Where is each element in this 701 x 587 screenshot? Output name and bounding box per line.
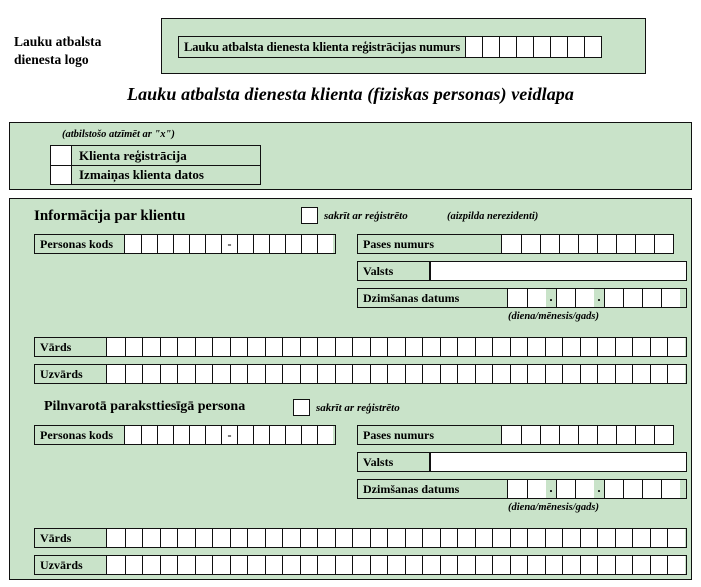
name-cell[interactable] — [597, 338, 615, 356]
label-surname-client: Uzvārds — [35, 365, 107, 383]
form-title: Lauku atbalsta dienesta klienta (fiziskas personas) veidlapa — [126, 84, 575, 104]
label-country-authorized: Valsts — [358, 453, 430, 471]
surname-cell[interactable] — [545, 556, 563, 574]
cells-name-authorized[interactable] — [107, 529, 685, 547]
surname-cell[interactable] — [265, 556, 283, 574]
birthdate-day-cell[interactable] — [527, 289, 546, 307]
cells-personal-code-client[interactable] — [125, 235, 333, 253]
cells-surname-authorized[interactable] — [107, 556, 685, 574]
birthdate-separator: . — [594, 480, 604, 498]
name-cell[interactable] — [615, 529, 633, 547]
surname-cell[interactable] — [597, 556, 615, 574]
name-cell[interactable] — [265, 338, 283, 356]
surname-cell[interactable] — [230, 365, 248, 383]
surname-cell[interactable] — [195, 365, 213, 383]
name-cell[interactable] — [405, 529, 423, 547]
surname-cell[interactable] — [230, 556, 248, 574]
hint-birthdate-format-client: (diena/mēnesis/gads) — [508, 311, 599, 322]
surname-cell[interactable] — [492, 365, 510, 383]
surname-cell[interactable] — [125, 365, 143, 383]
personal-code-cell[interactable] — [301, 426, 317, 444]
field-personal-code-authorized[interactable] — [34, 425, 336, 445]
note-nonresidents: (aizpilda nerezidenti) — [447, 211, 539, 222]
name-cell[interactable] — [300, 338, 318, 356]
request-type-option-registration[interactable] — [51, 146, 260, 165]
birthdate-day-cell[interactable] — [508, 289, 527, 307]
personal-code-cell[interactable] — [173, 426, 189, 444]
field-personal-code-client[interactable] — [34, 234, 336, 254]
name-cell[interactable] — [125, 529, 143, 547]
registration-number-cell[interactable] — [584, 37, 601, 57]
name-cell[interactable] — [160, 529, 178, 547]
checkbox-label-izmainas-klienta-datos: Izmaiņas klienta datos — [72, 166, 260, 184]
name-cell[interactable] — [440, 529, 458, 547]
birthdate-day-cell[interactable] — [527, 480, 546, 498]
surname-cell[interactable] — [597, 365, 615, 383]
surname-cell[interactable] — [492, 556, 510, 574]
name-cell[interactable] — [125, 338, 143, 356]
surname-cell[interactable] — [650, 365, 668, 383]
personal-code-cell[interactable] — [269, 235, 285, 253]
registration-number-cell[interactable] — [533, 37, 550, 57]
name-cell[interactable] — [282, 529, 300, 547]
surname-cell[interactable] — [317, 556, 335, 574]
name-cell[interactable] — [405, 338, 423, 356]
registration-number-cell[interactable] — [499, 37, 516, 57]
passport-cell[interactable] — [559, 235, 578, 253]
personal-code-cell[interactable] — [269, 426, 285, 444]
field-country-authorized[interactable] — [357, 452, 687, 472]
input-country-authorized[interactable] — [430, 453, 686, 471]
field-birthdate-client[interactable] — [357, 288, 687, 308]
name-cell[interactable] — [440, 338, 458, 356]
birthdate-year-cell[interactable] — [661, 289, 680, 307]
personal-code-cell[interactable] — [173, 235, 189, 253]
surname-cell[interactable] — [632, 556, 650, 574]
name-cell[interactable] — [142, 338, 160, 356]
surname-cell[interactable] — [527, 556, 545, 574]
name-cell[interactable] — [265, 529, 283, 547]
birthdate-month-cell[interactable] — [575, 289, 594, 307]
name-cell[interactable] — [195, 338, 213, 356]
name-cell[interactable] — [230, 529, 248, 547]
personal-code-cell[interactable] — [189, 426, 205, 444]
surname-cell[interactable] — [370, 556, 388, 574]
hint-birthdate-format-authorized: (diena/mēnesis/gads) — [508, 502, 599, 513]
registration-number-cell[interactable] — [465, 37, 482, 57]
birthdate-year-cell[interactable] — [661, 480, 680, 498]
surname-cell[interactable] — [667, 556, 685, 574]
label-birthdate-client: Dzimšanas datums — [358, 289, 508, 307]
surname-cell[interactable] — [457, 365, 475, 383]
field-name-client[interactable] — [34, 337, 687, 357]
cells-surname-client[interactable] — [107, 365, 685, 383]
name-cell[interactable] — [107, 338, 125, 356]
cells-birthdate-authorized[interactable] — [508, 480, 680, 498]
surname-cell[interactable] — [370, 365, 388, 383]
name-cell[interactable] — [160, 338, 178, 356]
registration-number-label: Lauku atbalsta dienesta klienta reģistrācijas numurs — [184, 39, 461, 54]
label-name-authorized: Vārds — [35, 529, 107, 547]
surname-cell[interactable] — [667, 365, 685, 383]
surname-cell[interactable] — [160, 365, 178, 383]
name-cell[interactable] — [212, 529, 230, 547]
personal-code-cell[interactable] — [237, 426, 253, 444]
passport-cell[interactable] — [540, 235, 559, 253]
passport-cell[interactable] — [502, 426, 521, 444]
passport-cell[interactable] — [521, 426, 540, 444]
personal-code-cell[interactable] — [285, 426, 301, 444]
personal-code-cell[interactable] — [301, 235, 317, 253]
surname-cell[interactable] — [195, 556, 213, 574]
surname-cell[interactable] — [475, 365, 493, 383]
logo-line-1: Lauku atbalsta — [14, 34, 102, 49]
birthdate-year-cell[interactable] — [604, 289, 623, 307]
name-cell[interactable] — [195, 529, 213, 547]
surname-cell[interactable] — [335, 365, 353, 383]
name-cell[interactable] — [370, 338, 388, 356]
checkbox-same-as-registered-client[interactable] — [301, 207, 318, 224]
personal-code-cell[interactable] — [205, 235, 221, 253]
passport-cell[interactable] — [654, 235, 673, 253]
surname-cell[interactable] — [580, 556, 598, 574]
name-cell[interactable] — [562, 529, 580, 547]
request-type-panel — [9, 122, 692, 190]
surname-cell[interactable] — [457, 556, 475, 574]
field-passport-client[interactable] — [357, 234, 674, 254]
name-cell[interactable] — [230, 338, 248, 356]
name-cell[interactable] — [457, 338, 475, 356]
passport-cell[interactable] — [635, 426, 654, 444]
name-cell[interactable] — [317, 338, 335, 356]
label-same-as-registered-authorized: sakrīt ar reģistrēto — [316, 402, 400, 414]
field-country-client[interactable] — [357, 261, 687, 281]
passport-cell[interactable] — [578, 426, 597, 444]
registration-number-field[interactable] — [178, 36, 602, 58]
name-cell[interactable] — [597, 529, 615, 547]
surname-cell[interactable] — [615, 365, 633, 383]
surname-cell[interactable] — [142, 556, 160, 574]
surname-cell[interactable] — [405, 556, 423, 574]
surname-cell[interactable] — [440, 556, 458, 574]
cells-passport-authorized[interactable] — [502, 426, 673, 444]
surname-cell[interactable] — [335, 556, 353, 574]
surname-cell[interactable] — [212, 556, 230, 574]
surname-cell[interactable] — [247, 556, 265, 574]
section-heading-client-info: Informācija par klientu — [34, 208, 186, 224]
name-cell[interactable] — [317, 529, 335, 547]
birthdate-month-cell[interactable] — [556, 480, 575, 498]
label-personal-code-client: Personas kods — [35, 235, 125, 253]
name-cell[interactable] — [352, 338, 370, 356]
cells-personal-code-authorized[interactable] — [125, 426, 333, 444]
surname-cell[interactable] — [650, 556, 668, 574]
field-surname-client[interactable] — [34, 364, 687, 384]
birthdate-separator: . — [546, 289, 556, 307]
surname-cell[interactable] — [352, 556, 370, 574]
name-cell[interactable] — [632, 529, 650, 547]
surname-cell[interactable] — [265, 365, 283, 383]
surname-cell[interactable] — [510, 365, 528, 383]
name-cell[interactable] — [492, 529, 510, 547]
surname-cell[interactable] — [510, 556, 528, 574]
name-cell[interactable] — [492, 338, 510, 356]
surname-cell[interactable] — [300, 365, 318, 383]
surname-cell[interactable] — [422, 365, 440, 383]
header-area — [0, 0, 701, 78]
registration-number-cell[interactable] — [567, 37, 584, 57]
name-cell[interactable] — [387, 529, 405, 547]
passport-cell[interactable] — [521, 235, 540, 253]
surname-cell[interactable] — [632, 365, 650, 383]
passport-cell[interactable] — [559, 426, 578, 444]
label-country-client: Valsts — [358, 262, 430, 280]
checkbox-same-as-registered-authorized[interactable] — [293, 399, 310, 416]
name-cell[interactable] — [300, 529, 318, 547]
request-type-options — [50, 145, 261, 185]
cells-name-client[interactable] — [107, 338, 685, 356]
input-country-client[interactable] — [430, 262, 686, 280]
registration-number-cells[interactable] — [465, 37, 601, 57]
surname-cell[interactable] — [545, 365, 563, 383]
surname-cell[interactable] — [405, 365, 423, 383]
birthdate-day-cell[interactable] — [508, 480, 527, 498]
passport-cell[interactable] — [654, 426, 673, 444]
personal-code-cell[interactable] — [125, 235, 141, 253]
label-surname-authorized: Uzvārds — [35, 556, 107, 574]
birthdate-year-cell[interactable] — [623, 480, 642, 498]
passport-cell[interactable] — [502, 235, 521, 253]
birthdate-year-cell[interactable] — [642, 289, 661, 307]
name-cell[interactable] — [615, 338, 633, 356]
cells-birthdate-client[interactable] — [508, 289, 680, 307]
label-birthdate-authorized: Dzimšanas datums — [358, 480, 508, 498]
name-cell[interactable] — [335, 529, 353, 547]
surname-cell[interactable] — [177, 556, 195, 574]
personal-code-cell[interactable] — [157, 235, 173, 253]
name-cell[interactable] — [422, 529, 440, 547]
name-cell[interactable] — [667, 529, 685, 547]
registration-number-cell[interactable] — [550, 37, 567, 57]
personal-code-cell[interactable] — [253, 426, 269, 444]
surname-cell[interactable] — [160, 556, 178, 574]
name-cell[interactable] — [387, 338, 405, 356]
field-name-authorized[interactable] — [34, 528, 687, 548]
surname-cell[interactable] — [300, 556, 318, 574]
surname-cell[interactable] — [475, 556, 493, 574]
checkbox-izmainas-klienta-datos[interactable] — [51, 166, 72, 184]
personal-code-cell[interactable] — [317, 426, 333, 444]
surname-cell[interactable] — [282, 556, 300, 574]
request-type-option-changes[interactable] — [51, 165, 260, 184]
surname-cell[interactable] — [177, 365, 195, 383]
name-cell[interactable] — [107, 529, 125, 547]
passport-cell[interactable] — [540, 426, 559, 444]
personal-code-cell[interactable] — [189, 235, 205, 253]
birthdate-separator: . — [546, 480, 556, 498]
name-cell[interactable] — [545, 529, 563, 547]
surname-cell[interactable] — [352, 365, 370, 383]
personal-code-cell[interactable] — [317, 235, 333, 253]
personal-code-cell[interactable] — [141, 235, 157, 253]
surname-cell[interactable] — [107, 556, 125, 574]
personal-code-cell[interactable] — [125, 426, 141, 444]
name-cell[interactable] — [457, 529, 475, 547]
field-birthdate-authorized[interactable] — [357, 479, 687, 499]
birthdate-year-cell[interactable] — [642, 480, 661, 498]
surname-cell[interactable] — [422, 556, 440, 574]
personal-code-cell[interactable] — [253, 235, 269, 253]
label-name-client: Vārds — [35, 338, 107, 356]
label-same-as-registered-client: sakrīt ar reģistrēto — [324, 210, 408, 222]
personal-code-cell[interactable] — [285, 235, 301, 253]
surname-cell[interactable] — [615, 556, 633, 574]
checkbox-klienta-registracija[interactable] — [51, 146, 72, 165]
name-cell[interactable] — [650, 529, 668, 547]
surname-cell[interactable] — [387, 556, 405, 574]
label-personal-code-authorized: Personas kods — [35, 426, 125, 444]
surname-cell[interactable] — [387, 365, 405, 383]
name-cell[interactable] — [580, 338, 598, 356]
surname-cell[interactable] — [527, 365, 545, 383]
passport-cell[interactable] — [597, 426, 616, 444]
checkbox-hint: (atbilstošo atzīmēt ar "x") — [62, 129, 175, 140]
surname-cell[interactable] — [580, 365, 598, 383]
field-surname-authorized[interactable] — [34, 555, 687, 575]
name-cell[interactable] — [667, 338, 685, 356]
name-cell[interactable] — [580, 529, 598, 547]
registration-number-cell[interactable] — [482, 37, 499, 57]
surname-cell[interactable] — [317, 365, 335, 383]
surname-cell[interactable] — [562, 365, 580, 383]
personal-code-cell[interactable] — [237, 235, 253, 253]
label-passport-authorized: Pases numurs — [358, 426, 502, 444]
personal-code-separator: - — [221, 426, 237, 444]
surname-cell[interactable] — [562, 556, 580, 574]
name-cell[interactable] — [545, 338, 563, 356]
name-cell[interactable] — [650, 338, 668, 356]
name-cell[interactable] — [475, 338, 493, 356]
name-cell[interactable] — [562, 338, 580, 356]
logo-line-2: dienesta logo — [14, 52, 89, 68]
name-cell[interactable] — [510, 338, 528, 356]
name-cell[interactable] — [247, 338, 265, 356]
name-cell[interactable] — [370, 529, 388, 547]
surname-cell[interactable] — [125, 556, 143, 574]
surname-cell[interactable] — [142, 365, 160, 383]
passport-cell[interactable] — [616, 426, 635, 444]
surname-cell[interactable] — [212, 365, 230, 383]
passport-cell[interactable] — [635, 235, 654, 253]
surname-cell[interactable] — [247, 365, 265, 383]
name-cell[interactable] — [510, 529, 528, 547]
birthdate-month-cell[interactable] — [556, 289, 575, 307]
passport-cell[interactable] — [578, 235, 597, 253]
name-cell[interactable] — [142, 529, 160, 547]
name-cell[interactable] — [335, 338, 353, 356]
name-cell[interactable] — [422, 338, 440, 356]
checkbox-label-klienta-registracija: Klienta reģistrācija — [72, 146, 260, 165]
birthdate-month-cell[interactable] — [575, 480, 594, 498]
passport-cell[interactable] — [616, 235, 635, 253]
birthdate-year-cell[interactable] — [604, 480, 623, 498]
label-passport-client: Pases numurs — [358, 235, 502, 253]
name-cell[interactable] — [247, 529, 265, 547]
section-heading-authorized-person: Pilnvarotā paraksttiesīgā persona — [44, 399, 246, 414]
name-cell[interactable] — [527, 529, 545, 547]
birthdate-separator: . — [594, 289, 604, 307]
registration-number-cell[interactable] — [516, 37, 533, 57]
name-cell[interactable] — [282, 338, 300, 356]
registration-number-panel — [161, 18, 646, 74]
personal-code-cell[interactable] — [205, 426, 221, 444]
name-cell[interactable] — [177, 338, 195, 356]
name-cell[interactable] — [177, 529, 195, 547]
personal-code-separator: - — [221, 235, 237, 253]
birthdate-year-cell[interactable] — [623, 289, 642, 307]
cells-passport-client[interactable] — [502, 235, 673, 253]
surname-cell[interactable] — [440, 365, 458, 383]
logo-placeholder-text — [14, 33, 154, 69]
client-information-panel — [9, 198, 692, 580]
name-cell[interactable] — [527, 338, 545, 356]
field-passport-authorized[interactable] — [357, 425, 674, 445]
surname-cell[interactable] — [107, 365, 125, 383]
personal-code-cell[interactable] — [157, 426, 173, 444]
name-cell[interactable] — [632, 338, 650, 356]
name-cell[interactable] — [352, 529, 370, 547]
name-cell[interactable] — [475, 529, 493, 547]
surname-cell[interactable] — [282, 365, 300, 383]
personal-code-cell[interactable] — [141, 426, 157, 444]
name-cell[interactable] — [212, 338, 230, 356]
passport-cell[interactable] — [597, 235, 616, 253]
